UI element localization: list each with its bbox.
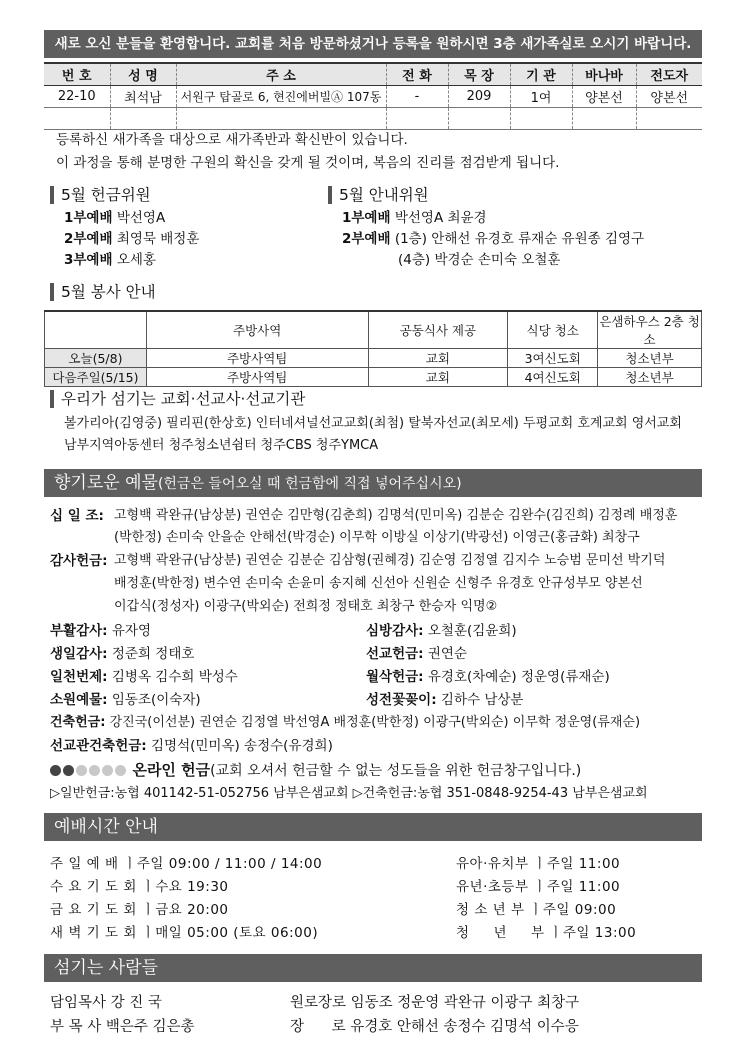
mission-building-label: 선교관건축헌금:: [50, 738, 147, 754]
committee-names: 박선영A: [116, 210, 166, 226]
table-cell: [44, 107, 110, 129]
header-number: 번 호: [44, 63, 110, 85]
building-names: 강진국(이선분) 권연순 김정열 박선영A 배정훈(박한정) 이광구(박외순) 이무학 정운영(류재순): [109, 715, 641, 730]
header-phone: 전 화: [386, 63, 448, 85]
missions-line: 남부지역아동센터 청주청소년쉼터 청주CBS 청주YMCA: [64, 438, 379, 453]
worship-time: 주일 09:00 / 11:00 / 14:00: [136, 856, 323, 872]
tithe-line: (박한정) 손미숙 안을순 안해선(박경순) 이무학 이방실 이상기(박광선) 이영근(홍금화) 최창구: [114, 530, 640, 545]
table-cell: [510, 107, 572, 129]
header-kitchen: 주방사역: [146, 311, 368, 349]
worship-time: 매일 05:00 (토요 06:00): [155, 925, 319, 941]
flower-names: 김하수 남상분: [440, 692, 524, 708]
table-cell: -: [386, 85, 448, 107]
worship-name: 청 년 부: [456, 925, 545, 941]
worship-name: 수 요 기 도 회: [50, 879, 137, 895]
table-row: [44, 107, 702, 129]
table-header-row: [45, 311, 702, 349]
worship-time: 주일 11:00: [546, 856, 621, 872]
table-cell: 최석남: [110, 85, 176, 107]
thanks-line: 고형백 곽완규(남상분) 권연순 김분순 김삼형(권혜경) 김순영 김정열 김지수 노승범 문미선 박기덕: [114, 553, 666, 568]
dot-icon: [115, 765, 126, 776]
tithe-line: 고형백 곽완규(남상분) 권연순 김만형(김춘희) 김명석(민미옥) 김분순 김완수(김진희) 김정례 배정훈: [114, 508, 678, 523]
table-cell: 209: [448, 85, 510, 107]
ilcheon-names: 김병옥 김수희 박성수: [111, 669, 238, 685]
worship-time: 주일 09:00: [542, 902, 617, 918]
online-offering: [50, 759, 581, 780]
building-label: 건축헌금:: [50, 715, 106, 730]
table-row: [45, 368, 702, 387]
committee-label: 2부예배: [342, 231, 391, 247]
table-cell: 주방사역팀: [146, 368, 368, 387]
header-address: 주 소: [176, 63, 386, 85]
mission-label: 선교헌금:: [366, 646, 424, 662]
mission-names: 권연순: [427, 646, 467, 662]
table-cell: 교회: [368, 368, 508, 387]
offering-committee-title: 5월 헌금위원: [50, 186, 151, 204]
table-cell: 다음주일(5/15): [45, 368, 147, 387]
table-cell: 1여: [510, 85, 572, 107]
committee-names: (1층) 안해선 유경호 류재순 유원종 김영구: [394, 231, 645, 247]
dot-icon: [50, 765, 61, 776]
header-evangelist: 전도자: [636, 63, 702, 85]
worship-time: 수요 19:30: [155, 879, 229, 895]
committee-names: 박선영A 최윤경: [394, 210, 487, 226]
thanks-line: 배정훈(박한정) 변수연 손미숙 손윤미 송지혜 신선아 신원순 신형주 유경호 안규성부모 양본선: [114, 576, 643, 591]
birthday-names: 정준희 정태호: [111, 646, 195, 662]
header-org: 기 관: [510, 63, 572, 85]
table-cell: 4여신도회: [508, 368, 598, 387]
servant-role: 부 목 사: [50, 1019, 102, 1035]
table-cell: [110, 107, 176, 129]
newcomer-table: [44, 62, 702, 130]
table-cell: 오늘(5/8): [45, 349, 147, 368]
header-meal: 공동식사 제공: [368, 311, 508, 349]
guide-committee-title: 5월 안내위원: [328, 186, 429, 204]
table-cell: 양본선: [636, 85, 702, 107]
ilcheon-label: 일천번제:: [50, 669, 108, 685]
table-cell: [572, 107, 636, 129]
committee-names: (4층) 박경순 손미숙 오철훈: [398, 252, 561, 268]
monthly-label: 월삭헌금:: [366, 669, 424, 685]
service-table: [44, 310, 702, 387]
offerings-subtitle: (헌금은 들어오실 때 헌금함에 직접 넣어주십시오): [157, 476, 462, 492]
thanks-line: 이갑식(정성자) 이광구(박외순) 전희정 정태호 최창구 한승자 익명②: [114, 599, 498, 614]
online-desc: (교회 오셔서 헌금할 수 없는 성도들을 위한 헌금창구입니다.): [210, 763, 582, 779]
header-barnabas: 바나바: [572, 63, 636, 85]
servant-names: 백은주 김은총: [105, 1019, 195, 1035]
online-title: 온라인 헌금: [132, 761, 211, 779]
offerings-title: 향기로운 예물: [54, 473, 158, 493]
bank-accounts: ▷일반헌금:농협 401142-51-052756 남부은샘교회 ▷건축헌금:농협 351-0848-9254-43 남부은샘교회: [50, 786, 648, 801]
simbang-label: 심방감사:: [366, 623, 424, 639]
notice-line: 이 과정을 통해 분명한 구원의 확신을 갖게 될 것이며, 복음의 진리를 점검받게 됩니다.: [56, 155, 560, 171]
committee-label: 3부예배: [64, 252, 113, 268]
worship-title: 예배시간 안내: [44, 813, 702, 841]
simbang-names: 오철훈(김윤희): [427, 623, 517, 639]
worship-name: 금 요 기 도 회: [50, 902, 137, 918]
committee-label: 1부예배: [342, 210, 391, 226]
worship-name: 새 벽 기 도 회: [50, 925, 137, 941]
worship-name: 유아·유치부: [456, 856, 529, 872]
table-cell: 청소년부: [598, 368, 702, 387]
monthly-names: 유경호(차예순) 정운영(류재순): [427, 669, 610, 685]
birthday-label: 생일감사:: [50, 646, 108, 662]
table-header-row: [44, 63, 702, 85]
worship-name: 주 일 예 배: [50, 856, 119, 872]
thanks-label: 감사헌금:: [50, 553, 108, 569]
servant-role: 장 로: [290, 1019, 346, 1035]
table-cell: 서원구 탑골로 6, 현진에버빌Ⓐ 107동: [176, 85, 386, 107]
table-row: [44, 85, 702, 107]
servant-names: 임동조 정운영 곽완규 이광구 최창구: [350, 995, 580, 1011]
resurrection-names: 유자영: [111, 623, 151, 639]
table-cell: 양본선: [572, 85, 636, 107]
header-cleaning: 식당 청소: [508, 311, 598, 349]
wish-names: 임동조(이숙자): [111, 692, 201, 708]
missions-title: 우리가 섬기는 교회·선교사·선교기관: [50, 390, 305, 408]
resurrection-label: 부활감사:: [50, 623, 108, 639]
table-cell: 3여신도회: [508, 349, 598, 368]
header-name: 성 명: [110, 63, 176, 85]
table-cell: [448, 107, 510, 129]
dot-icon: [89, 765, 100, 776]
header-group: 목 장: [448, 63, 510, 85]
worship-time: 주일 11:00: [546, 879, 621, 895]
table-row: [45, 349, 702, 368]
worship-time: 금요 20:00: [155, 902, 229, 918]
wish-label: 소원예물:: [50, 692, 108, 708]
missions-line: 볼가리아(김영중) 필리핀(한상호) 인터네셔널선교교회(최첨) 탈북자선교(최모세) 두평교회 호계교회 영서교회: [64, 416, 682, 431]
table-cell: 22-10: [44, 85, 110, 107]
welcome-banner: 새로 오신 분들을 환영합니다. 교회를 처음 방문하셨거나 등록을 원하시면 3층 새가족실로 오시기 바랍니다.: [44, 30, 702, 58]
dot-icon: [102, 765, 113, 776]
table-cell: [386, 107, 448, 129]
servant-role: 담임목사: [50, 995, 107, 1011]
flower-label: 성전꽃꽂이:: [366, 692, 437, 708]
worship-name: 유년·초등부: [456, 879, 529, 895]
dot-icon: [63, 765, 74, 776]
dot-icon: [76, 765, 87, 776]
committee-label: 1부예배: [64, 210, 113, 226]
offerings-header: [44, 469, 702, 497]
table-cell: 교회: [368, 349, 508, 368]
service-title: 5월 봉사 안내: [50, 283, 156, 301]
mission-building-names: 김명석(민미옥) 송정수(유경희): [150, 738, 333, 754]
table-cell: [45, 311, 147, 349]
tithe-label: 십 일 조:: [50, 508, 104, 524]
servant-names: 유경호 안해선 송정수 김명석 이수응: [350, 1019, 579, 1035]
worship-time: 주일 13:00: [562, 925, 637, 941]
committee-label: 2부예배: [64, 231, 113, 247]
servants-title: 섬기는 사람들: [44, 954, 702, 982]
table-cell: 청소년부: [598, 349, 702, 368]
table-cell: [176, 107, 386, 129]
servant-role: 원로장로: [290, 995, 347, 1011]
worship-name: 청 소 년 부: [456, 902, 525, 918]
committee-names: 오세홍: [116, 252, 156, 268]
notice-line: 등록하신 새가족을 대상으로 새가족반과 확신반이 있습니다.: [56, 132, 408, 148]
header-house-cleaning: 은샘하우스 2층 청소: [598, 311, 702, 349]
table-cell: [636, 107, 702, 129]
table-cell: 주방사역팀: [146, 349, 368, 368]
committee-names: 최영묵 배정훈: [116, 231, 200, 247]
servant-names: 강 진 국: [110, 995, 162, 1011]
